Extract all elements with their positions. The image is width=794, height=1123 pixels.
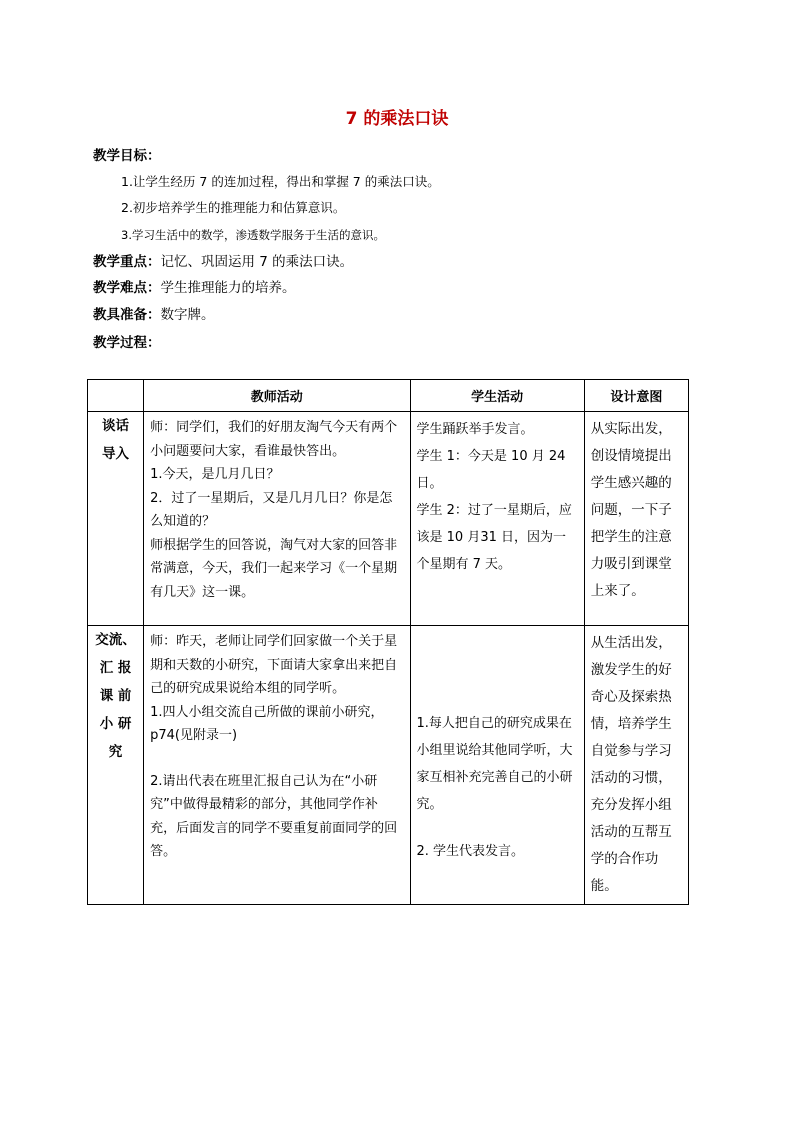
header-design: 设计意图 [584,380,688,412]
stage-cell [88,412,144,626]
process-label: 教学过程： [93,335,161,351]
materials [93,305,215,325]
student-text: 学生 1：今天是 10 月 24 日。 [416,449,566,491]
key-points [93,252,353,272]
key-points-text: 记忆、巩固运用 7 的乘法口诀。 [160,254,354,270]
header-teacher: 教师活动 [144,380,410,412]
difficulty [93,278,296,298]
teacher-text: 2.请出代表在班里汇报自己认为在“小研究”中做得最精彩的部分，其他同学作补充，后面发言的同学不要重复前面同学的回答。 [150,773,398,859]
design-text: 从生活出发，激发学生的好奇心及探索热情，培养学生自觉参与学习活动的习惯，充分发挥小组活动的互帮互学的合作功能。 [590,635,672,894]
teacher-cell [144,626,410,905]
stage-line: 导入 [102,446,130,462]
teacher-cell [144,412,410,626]
design-text: 从实际出发，创设情境提出学生感兴趣的问题，一下子把学生的注意力吸引到课堂上来了。 [590,421,672,599]
materials-text: 数字牌。 [160,307,215,323]
stage-line: 课 前 [99,688,132,704]
table-header-row [88,380,689,412]
stage-line: 究 [108,744,123,760]
page-title: 7 的乘法口诀 [345,109,449,129]
teacher-text: 师：昨天，老师让同学们回家做一个关于星期和天数的小研究，下面请大家拿出来把自己的研究成果说给本组的同学听。 [150,634,398,696]
design-cell [584,626,688,905]
teacher-text: 师：同学们，我们的好朋友淘气今天有两个小问题要问大家，看谁最快答出。 [150,420,398,459]
teacher-text: 1.四人小组交流自己所做的课前小研究，p74(见附录一) [150,704,384,743]
stage-line: 谈话 [102,418,130,434]
objective-item: 2.初步培养学生的推理能力和估算意识。 [121,200,346,215]
teacher-text: 师根据学生的回答说，淘气对大家的回答非常满意，今天，我们一起来学习《一个星期有几天》这一课。 [150,537,398,600]
objectives-label: 教学目标： [93,148,161,164]
stage-line: 小 研 [99,716,132,732]
objective-item: 3.学习生活中的数学，渗透数学服务于生活的意识。 [121,228,385,242]
stage-line: 汇 报 [99,660,132,676]
lesson-table [87,379,689,905]
student-cell [410,626,584,905]
header-student: 学生活动 [410,380,584,412]
student-text: 学生 2：过了一星期后，应该是 10 月31 日，因为一个星期有 7 天。 [416,503,572,572]
objectives-heading [93,146,161,166]
student-text: 1.每人把自己的研究成果在小组里说给其他同学听，大家互相补充完善自己的小研究。 [416,716,573,812]
teacher-text: 2．过了一星期后，又是几月几日？你是怎么知道的？ [150,490,393,529]
header-stage [88,380,144,412]
student-text: 学生踊跃举手发言。 [416,422,534,437]
student-cell [410,412,584,626]
spacer [417,818,578,838]
materials-label: 教具准备： [93,307,161,323]
difficulty-label: 教学难点： [93,280,161,296]
difficulty-text: 学生推理能力的培养。 [160,280,296,296]
process-heading [93,333,161,353]
table-row [88,412,689,626]
teacher-text: 1.今天，是几月几日？ [150,467,280,482]
key-points-label: 教学重点： [93,254,161,270]
objective-item: 1.让学生经历 7 的连加过程，得出和掌握 7 的乘法口诀。 [121,174,440,189]
student-text: 2. 学生代表发言。 [416,844,525,859]
design-cell [584,412,688,626]
stage-cell [88,626,144,905]
stage-line: 交流、 [95,632,136,648]
spacer [150,748,403,770]
table-row [88,626,689,905]
